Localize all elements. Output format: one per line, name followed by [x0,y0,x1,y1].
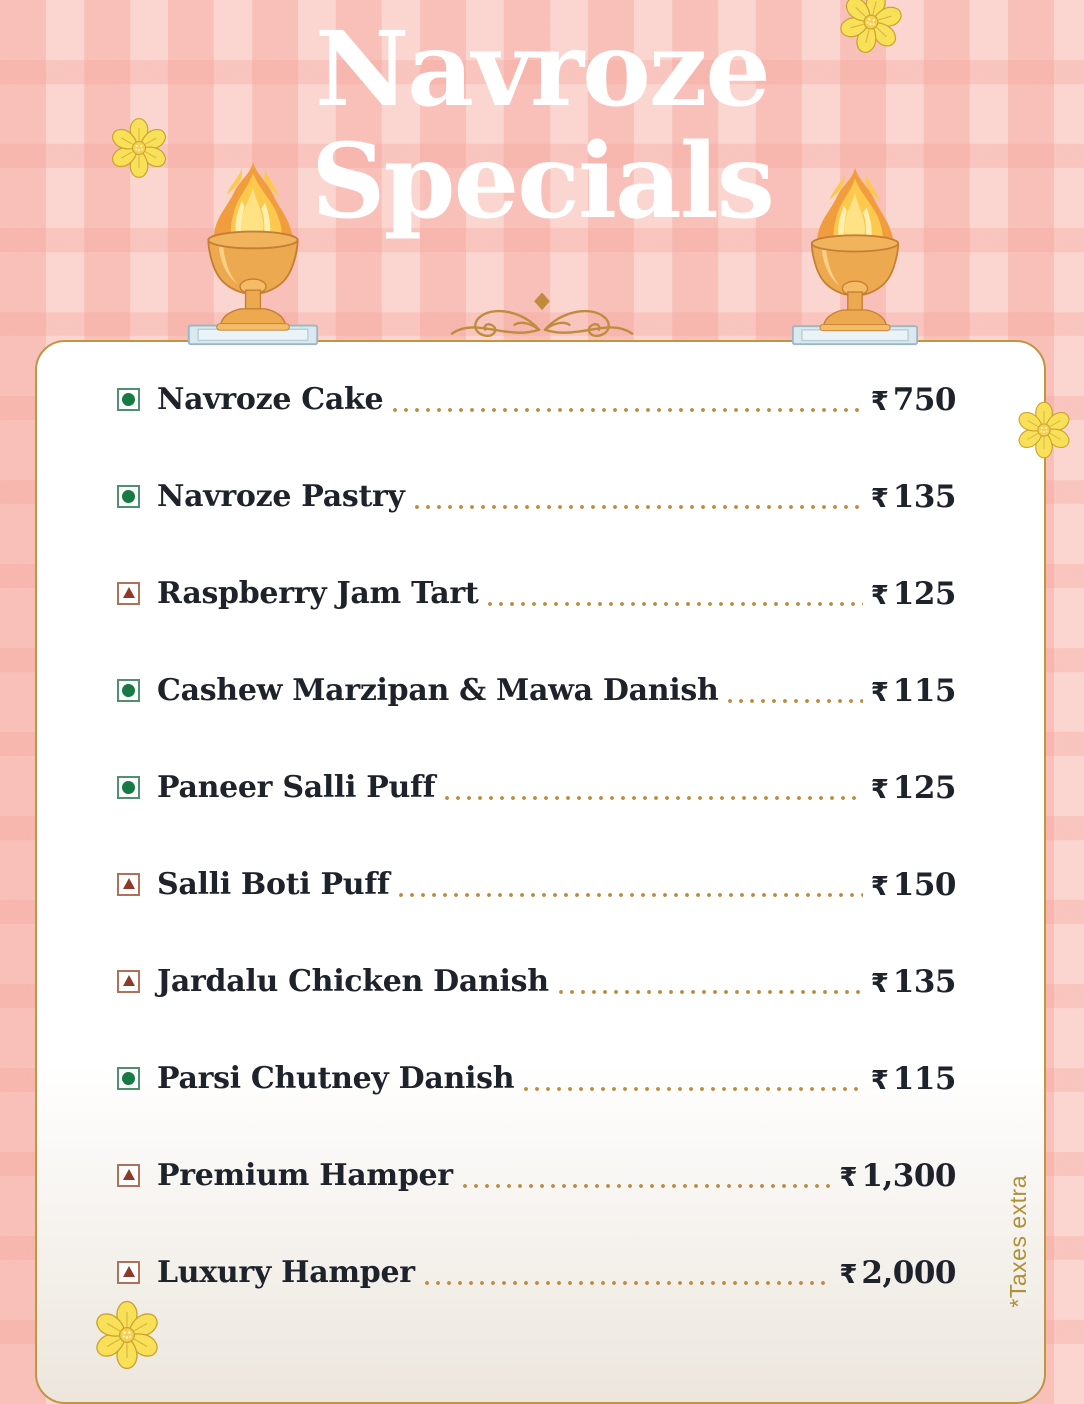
veg-icon [117,388,140,411]
flower-icon [1010,396,1078,464]
non-veg-icon [117,873,140,896]
rupee-symbol: ₹ [870,774,889,805]
ornamental-flourish-icon [444,288,640,344]
dotted-leader [728,699,862,703]
flower-icon [86,1294,168,1376]
menu-item-row [117,1127,956,1224]
menu-item-name: Raspberry Jam Tart [157,576,479,611]
rupee-symbol: ₹ [839,1162,858,1193]
dotted-leader [445,796,862,800]
menu-item-name: Parsi Chutney Danish [157,1061,515,1096]
menu-item-name: Salli Boti Puff [157,867,390,902]
menu-item-name: Navroze Pastry [157,479,405,514]
veg-icon [117,485,140,508]
fire-urn-icon [183,160,323,346]
menu-item-row [117,739,956,836]
price-amount: 2,000 [861,1254,956,1291]
veg-icon [117,679,140,702]
non-veg-icon [117,970,140,993]
dotted-leader [393,408,862,412]
dotted-leader [524,1087,862,1091]
dotted-leader [415,505,863,509]
menu-item-price [871,770,956,806]
menu-item-row [117,836,956,933]
price-amount: 125 [892,769,956,806]
price-amount: 135 [892,963,956,1000]
menu-item-row [117,545,956,642]
flower-icon [103,112,175,184]
rupee-symbol: ₹ [839,1259,858,1290]
menu-item-name: Cashew Marzipan & Mawa Danish [157,673,719,708]
menu-item-name: Premium Hamper [157,1158,453,1193]
menu-item-price [839,1255,956,1291]
fire-urn-icon [787,166,923,346]
menu-item-row [117,448,956,545]
menu-item-name: Navroze Cake [157,382,384,417]
menu-item-name: Jardalu Chicken Danish [157,964,549,999]
rupee-symbol: ₹ [870,968,889,999]
rupee-symbol: ₹ [870,1065,889,1096]
menu-item-price [871,479,956,515]
taxes-footnote: *Taxes extra [1005,1175,1031,1308]
non-veg-icon [117,1261,140,1284]
rupee-symbol: ₹ [870,677,889,708]
menu-list [37,342,1044,1321]
menu-item-price [871,1061,956,1097]
menu-card [35,340,1046,1404]
veg-icon [117,776,140,799]
dotted-leader [559,990,863,994]
menu-item-price [871,576,956,612]
menu-item-name: Paneer Salli Puff [157,770,436,805]
page-title-line2: Specials [311,121,773,242]
dotted-leader [399,893,862,897]
menu-item-row [117,642,956,739]
menu-item-price [871,964,956,1000]
rupee-symbol: ₹ [870,386,889,417]
non-veg-icon [117,1164,140,1187]
menu-item-row [117,933,956,1030]
menu-item-row [117,1224,956,1321]
price-amount: 150 [892,866,956,903]
rupee-symbol: ₹ [870,483,889,514]
menu-item-row [117,1030,956,1127]
non-veg-icon [117,582,140,605]
dotted-leader [488,602,862,606]
menu-item-price [871,382,956,418]
price-amount: 125 [892,575,956,612]
dotted-leader [425,1281,832,1285]
price-amount: 750 [892,381,956,418]
price-amount: 115 [892,672,956,709]
price-amount: 115 [892,1060,956,1097]
menu-item-price [871,867,956,903]
menu-item-price [871,673,956,709]
menu-item-price [839,1158,956,1194]
price-amount: 135 [892,478,956,515]
menu-item-row [117,351,956,448]
price-amount: 1,300 [861,1157,956,1194]
veg-icon [117,1067,140,1090]
rupee-symbol: ₹ [870,871,889,902]
page-title-line1: Navroze [315,9,769,130]
menu-item-name: Luxury Hamper [157,1255,415,1290]
dotted-leader [463,1184,832,1188]
rupee-symbol: ₹ [870,580,889,611]
